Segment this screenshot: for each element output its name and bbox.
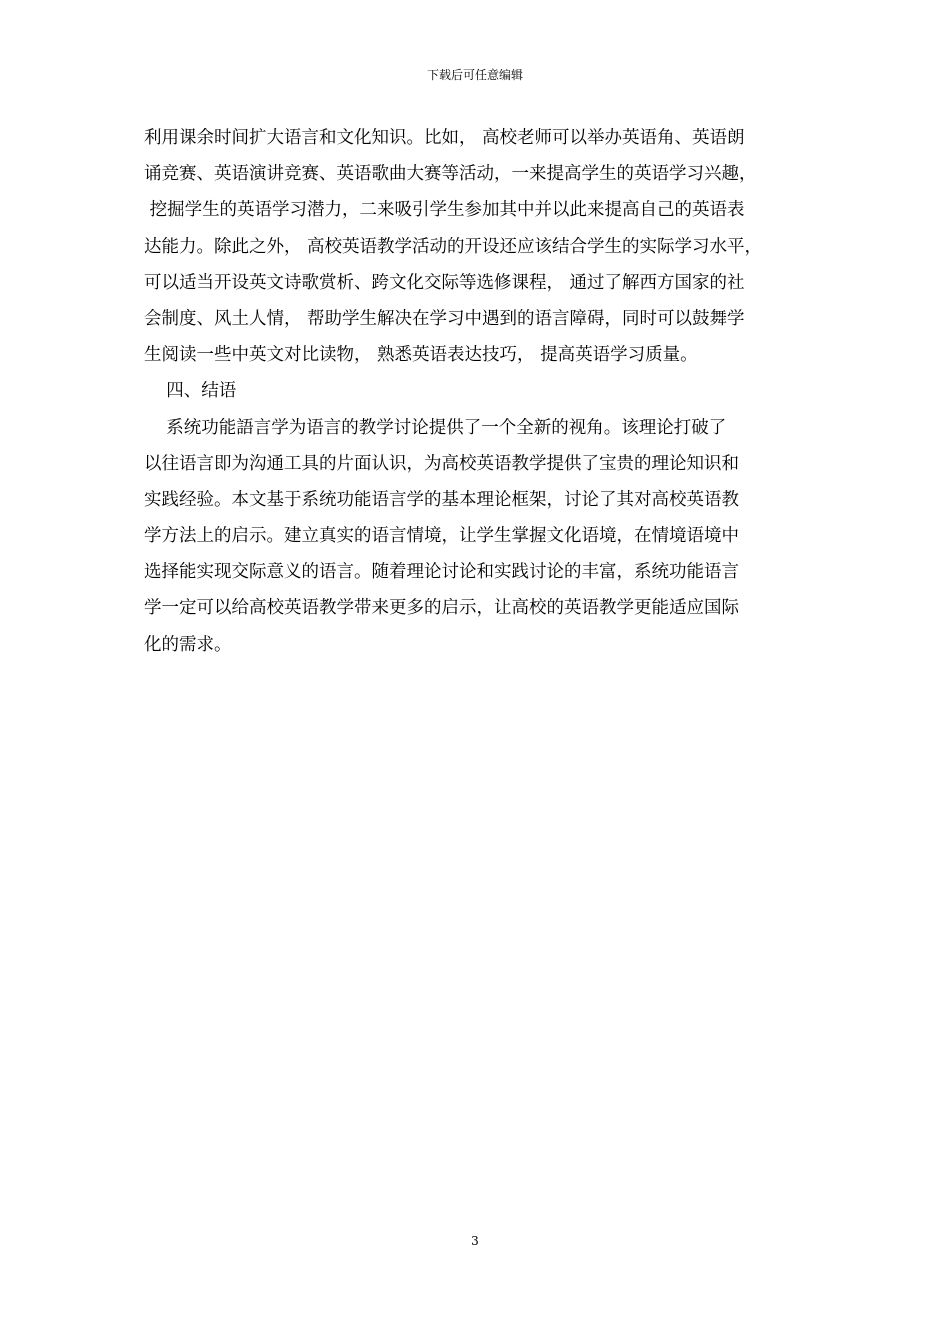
document-body [144,120,810,663]
body-line: 选择能实现交际意义的语言。随着理论讨论和实践讨论的丰富，系统功能语言 [144,562,739,583]
body-line: 生阅读一些中英文对比读物， 熟悉英语表达技巧， 提高英语学习质量。 [144,345,698,366]
section-heading: 四、结语 [144,381,237,402]
page-number: 3 [471,1234,479,1248]
body-line: 挖掘学生的英语学习潜力，二来吸引学生参加其中并以此来提高自己的英语表 [144,200,745,221]
body-line: 实践经验。本文基于系统功能语言学的基本理论框架，讨论了其对高校英语教 [144,489,739,510]
body-line: 可以适当开设英文诗歌赏析、跨文化交际等选修课程， 通过了解西方国家的社 [144,272,745,293]
body-line: 系统功能語言学为语言的教学讨论提供了一个全新的视角。该理论打破了 [144,417,727,438]
body-line: 学方法上的启示。建立真实的语言情境，让学生掌握文化语境，在情境语境中 [144,526,739,547]
body-line: 学一定可以给高校英语教学带来更多的启示，让高校的英语教学更能适应国际 [144,598,739,619]
body-line: 化的需求。 [144,634,232,655]
body-line: 达能力。除此之外， 高校英语教学活动的开设还应该结合学生的实际学习水平， [144,236,763,257]
page-header: 下载后可任意编辑 [426,68,523,82]
body-line: 以往语言即为沟通工具的片面认识，为高校英语教学提供了宝贵的理论知识和 [144,453,739,474]
body-line: 会制度、风土人情， 帮助学生解决在学习中遇到的语言障碍，同时可以鼓舞学 [144,308,745,329]
body-line: 诵竞赛、英语演讲竞赛、英语歌曲大赛等活动，一来提高学生的英语学习兴趣， [144,164,757,185]
body-line: 利用课余时间扩大语言和文化知识。比如， 高校老师可以举办英语角、英语朗 [144,128,745,148]
